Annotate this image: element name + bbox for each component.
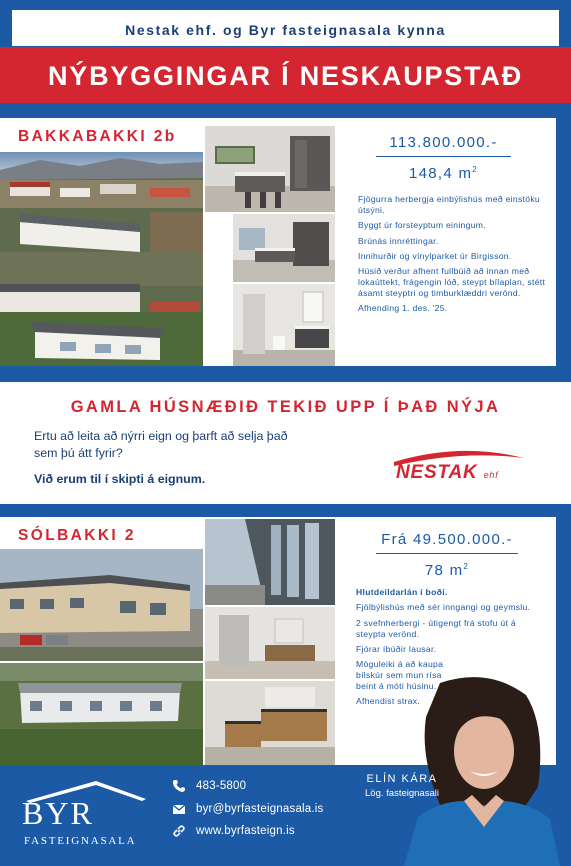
area-unit-sup: 2 [472, 165, 479, 174]
promo-headline: GAMLA HÚSNÆÐIÐ TEKIÐ UPP Í ÞAÐ NÝJA [70, 398, 501, 416]
trade-in-promo [0, 382, 571, 504]
byr-logo-name: BYR [22, 795, 94, 831]
building-photo-front [0, 549, 203, 661]
feature-item: Möguleiki á að kaupa bílskúr sem mun rísa beint á móti húsinu. [356, 659, 444, 692]
agent-title: Lög. fasteignasali [365, 788, 439, 799]
listing-solbakki [0, 517, 556, 765]
listing-bakkabakki [0, 118, 556, 366]
area-unit-sup: 2 [463, 562, 470, 571]
area-value: 148,4 m [408, 165, 473, 182]
area [376, 161, 511, 183]
headline-banner [0, 47, 571, 103]
price-box-solbakki [362, 531, 532, 580]
envelope-icon [172, 802, 186, 816]
feature-item: Innihurðir og vínylparket úr Birgisson. [358, 250, 512, 261]
building-photo-aerial [0, 663, 203, 765]
promo-body [34, 428, 374, 488]
feature-item: Brúnás innréttingar. [358, 235, 439, 246]
listing-title: BAKKABAKKI 2b [18, 128, 177, 145]
promo-body-line: sem þú átt fyrir? [34, 446, 123, 460]
nestak-logo-suffix: ehf [483, 470, 499, 480]
contact-email[interactable] [172, 802, 324, 816]
feature-list-bakkabakki [358, 194, 546, 319]
feature-item: Byggt úr forsteyptum einingum. [358, 220, 486, 231]
kitchen-photo [205, 126, 335, 212]
promo-emphasis: Við erum til í skipti á eignum. [34, 472, 206, 486]
website-url: www.byrfasteign.is [196, 825, 295, 837]
nestak-logo [390, 444, 540, 490]
phone-number: 483-5800 [196, 780, 247, 792]
feature-item: Fjögurra herbergja einbýlishús með einstöku útsýni. [358, 194, 541, 215]
feature-item: Afhendist strax. [356, 696, 421, 707]
price-divider [376, 156, 511, 157]
area-value: 78 m [424, 562, 464, 579]
feature-item: Afhending 1. des. '25. [358, 303, 448, 314]
feature-item: Húsið verður afhent fullbúið að innan með lokaúttekt, frágengin lóð, steypt bílaplan, stétt ásamt steyptri og timburklæddri verönd. [358, 266, 546, 299]
dining-photo [233, 214, 335, 282]
promo-body-line: Ertu að leita að nýrri eign og þarft að selja það [34, 429, 288, 443]
bathroom-photo [233, 284, 335, 366]
link-icon [172, 824, 186, 838]
feature-item: Fjórar íbúðir lausar. [356, 643, 437, 654]
feature-item: 2 svefnherbergi - útigengt frá stofu út á steypta verönd. [356, 617, 516, 639]
contact-phone[interactable] [172, 779, 246, 793]
intro-banner [12, 10, 559, 46]
headline-text: NÝBYGGINGAR Í NESKAUPSTAÐ [47, 61, 524, 91]
kitchen-photo-solbakki [205, 681, 335, 765]
feature-subtitle: Hlutdeildarlán í boði. [356, 587, 448, 597]
footer [0, 765, 571, 866]
nestak-logo-main: NESTAK [396, 462, 478, 483]
apartment-interior-photo [205, 607, 335, 679]
facade-photo [205, 519, 335, 605]
feature-item: Fjölbýlishús með sér inngangi og geymslu. [356, 602, 531, 613]
agent-name: ELÍN KÁRA [366, 773, 438, 785]
nestak-logo-text [396, 462, 499, 484]
byr-logo [22, 775, 152, 855]
aerial-photo-bakkabakki [0, 152, 203, 366]
email-address: byr@byrfasteignasala.is [196, 803, 324, 815]
byr-logo-sub: FASTEIGNASALA [24, 835, 137, 847]
listing-title: SÓLBAKKI 2 [18, 527, 136, 544]
contact-website[interactable] [172, 824, 295, 838]
intro-text: Nestak ehf. og Byr fasteignasala kynna [125, 22, 446, 38]
area [362, 558, 532, 580]
price-divider [376, 553, 518, 554]
price: Frá 49.500.000.- [381, 531, 513, 548]
price-box-bakkabakki [376, 134, 511, 183]
phone-icon [172, 779, 186, 793]
price: 113.800.000.- [389, 134, 498, 151]
